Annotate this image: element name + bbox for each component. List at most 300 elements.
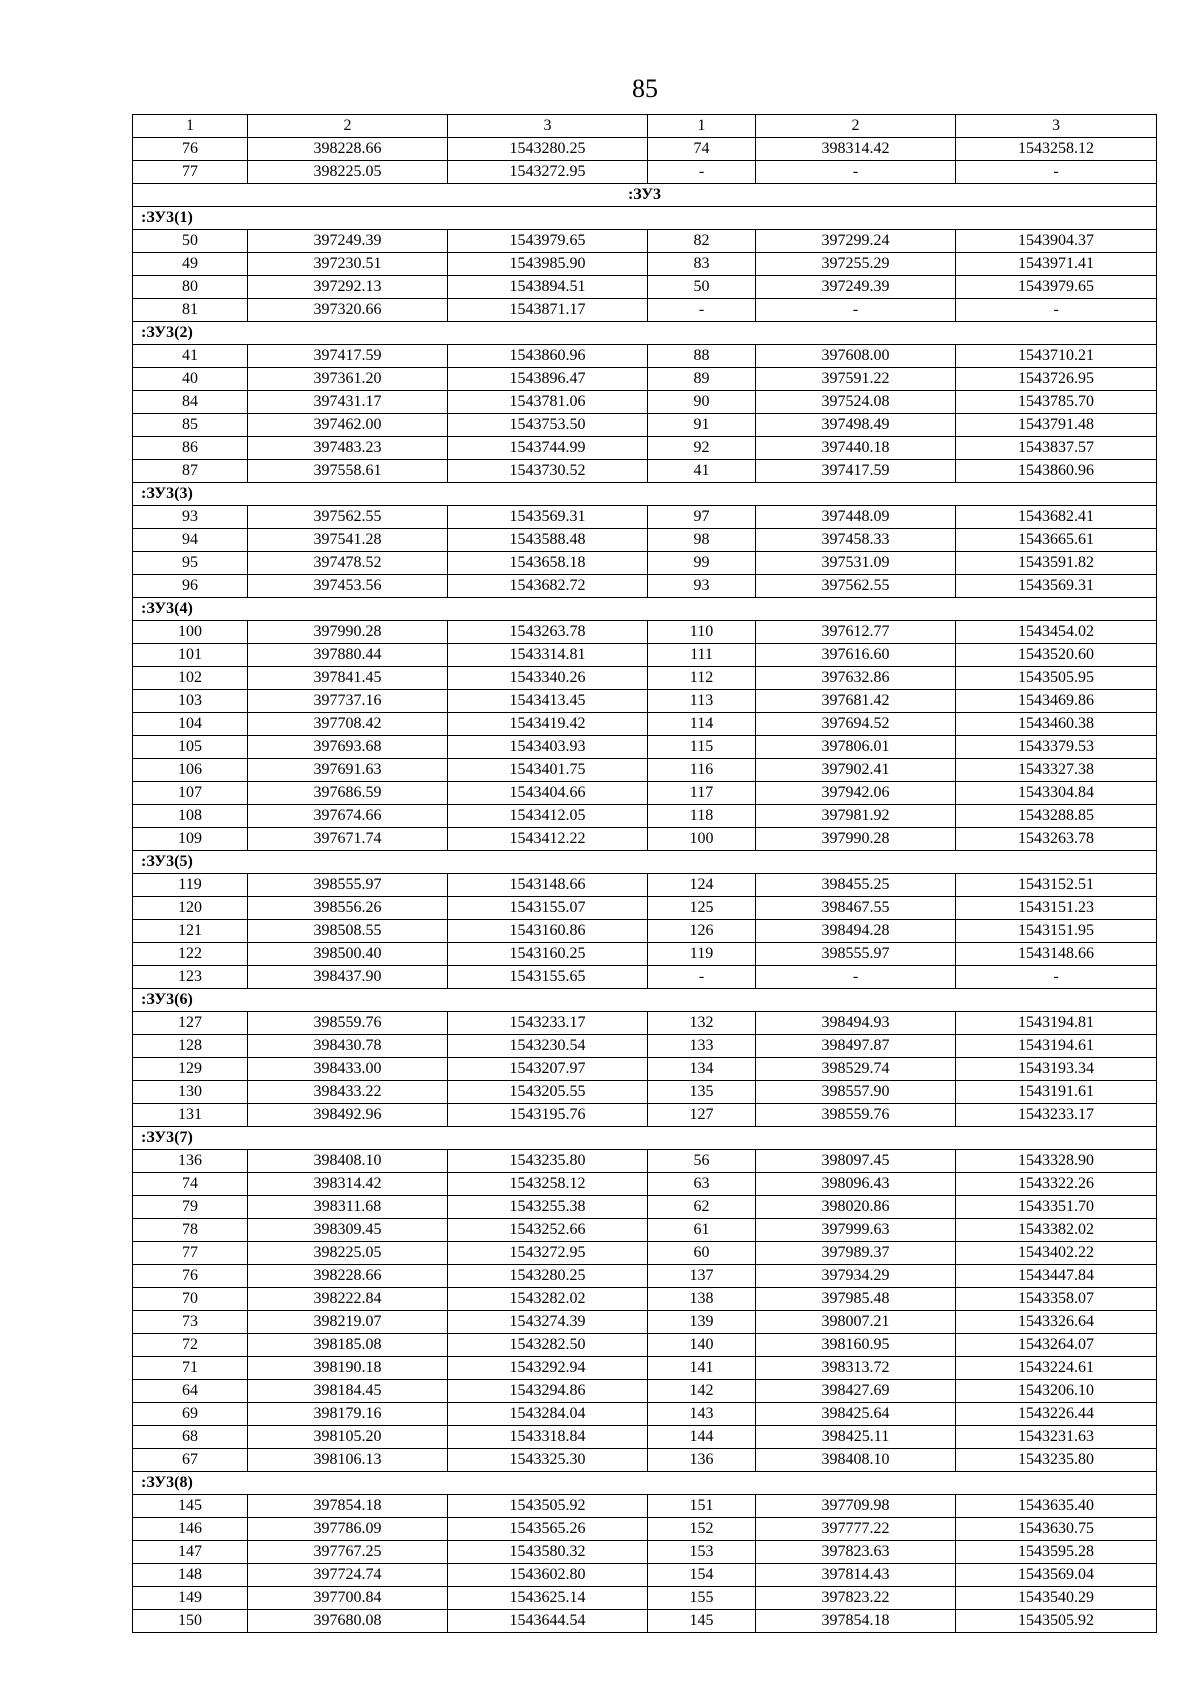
table-cell: 397320.66 — [248, 299, 448, 322]
table-row — [133, 1173, 1157, 1196]
table-cell: 112 — [648, 667, 756, 690]
table-cell: 1543152.51 — [956, 874, 1157, 897]
table-cell: 398184.45 — [248, 1380, 448, 1403]
table-cell: 71 — [133, 1357, 248, 1380]
section-title-row — [133, 851, 1157, 874]
table-row — [133, 1403, 1157, 1426]
table-row — [133, 874, 1157, 897]
table-cell: - — [956, 966, 1157, 989]
table-cell: 1543402.22 — [956, 1242, 1157, 1265]
table-cell: 397458.33 — [756, 529, 956, 552]
table-cell: 122 — [133, 943, 248, 966]
table-cell: 1543328.90 — [956, 1150, 1157, 1173]
table-cell: 398497.87 — [756, 1035, 956, 1058]
column-header: 1 — [648, 115, 756, 138]
table-cell: 398455.25 — [756, 874, 956, 897]
table-cell: 398437.90 — [248, 966, 448, 989]
table-row — [133, 1150, 1157, 1173]
table-row — [133, 966, 1157, 989]
column-header: 3 — [956, 115, 1157, 138]
table-cell: 100 — [133, 621, 248, 644]
table-row — [133, 391, 1157, 414]
table-cell: 1543327.38 — [956, 759, 1157, 782]
table-cell: 397786.09 — [248, 1518, 448, 1541]
table-row — [133, 1196, 1157, 1219]
table-row — [133, 897, 1157, 920]
table-cell: 397608.00 — [756, 345, 956, 368]
table-cell: 109 — [133, 828, 248, 851]
table-cell: 41 — [648, 460, 756, 483]
table-row — [133, 667, 1157, 690]
table-cell: 1543682.72 — [448, 575, 648, 598]
table-cell: 397292.13 — [248, 276, 448, 299]
table-cell: 1543206.10 — [956, 1380, 1157, 1403]
table-cell: 1543595.28 — [956, 1541, 1157, 1564]
table-cell: 398314.42 — [248, 1173, 448, 1196]
table-cell: 1543569.31 — [956, 575, 1157, 598]
table-cell: 397431.17 — [248, 391, 448, 414]
table-row — [133, 230, 1157, 253]
table-cell: 1543258.12 — [956, 138, 1157, 161]
table-cell: 397693.68 — [248, 736, 448, 759]
table-cell: 397674.66 — [248, 805, 448, 828]
table-row — [133, 299, 1157, 322]
table-row — [133, 736, 1157, 759]
table-cell: 398309.45 — [248, 1219, 448, 1242]
table-cell: 88 — [648, 345, 756, 368]
table-row — [133, 943, 1157, 966]
table-cell: 140 — [648, 1334, 756, 1357]
table-cell: 127 — [648, 1104, 756, 1127]
section-title-row — [133, 207, 1157, 230]
table-cell: 1543255.38 — [448, 1196, 648, 1219]
column-header: 1 — [133, 115, 248, 138]
table-cell: 1543322.26 — [956, 1173, 1157, 1196]
group-banner: :ЗУ3 — [133, 184, 1157, 207]
table-row — [133, 759, 1157, 782]
table-row — [133, 1035, 1157, 1058]
table-cell: 397616.60 — [756, 644, 956, 667]
table-cell: 1543282.02 — [448, 1288, 648, 1311]
table-cell: 1543658.18 — [448, 552, 648, 575]
table-cell: 398228.66 — [248, 138, 448, 161]
table-cell: - — [648, 966, 756, 989]
table-cell: 398225.05 — [248, 1242, 448, 1265]
table-cell: 77 — [133, 161, 248, 184]
table-cell: 93 — [133, 506, 248, 529]
table-cell: 74 — [648, 138, 756, 161]
table-cell: 1543505.92 — [448, 1495, 648, 1518]
table-cell: 84 — [133, 391, 248, 414]
table-cell: 1543294.86 — [448, 1380, 648, 1403]
table-cell: 111 — [648, 644, 756, 667]
table-cell: 398492.96 — [248, 1104, 448, 1127]
table-cell: 397531.09 — [756, 552, 956, 575]
table-cell: 397299.24 — [756, 230, 956, 253]
table-cell: 76 — [133, 138, 248, 161]
section-title: :ЗУ3(4) — [133, 598, 1157, 621]
table-cell: 104 — [133, 713, 248, 736]
table-cell: 398430.78 — [248, 1035, 448, 1058]
table-cell: 1543469.86 — [956, 690, 1157, 713]
table-cell: 398228.66 — [248, 1265, 448, 1288]
table-row — [133, 1564, 1157, 1587]
table-cell: 397823.63 — [756, 1541, 956, 1564]
table-cell: 126 — [648, 920, 756, 943]
table-cell: 92 — [648, 437, 756, 460]
table-cell: 397462.00 — [248, 414, 448, 437]
table-cell: 397934.29 — [756, 1265, 956, 1288]
table-cell: 127 — [133, 1012, 248, 1035]
table-cell: 87 — [133, 460, 248, 483]
table-cell: 398494.28 — [756, 920, 956, 943]
table-cell: 1543304.84 — [956, 782, 1157, 805]
table-cell: 397453.56 — [248, 575, 448, 598]
table-cell: 397632.86 — [756, 667, 956, 690]
table-cell: 1543447.84 — [956, 1265, 1157, 1288]
table-cell: 1543151.95 — [956, 920, 1157, 943]
table-cell: 397562.55 — [248, 506, 448, 529]
table-cell: 103 — [133, 690, 248, 713]
table-cell: 1543894.51 — [448, 276, 648, 299]
table-row — [133, 805, 1157, 828]
table-cell: 1543282.50 — [448, 1334, 648, 1357]
table-cell: 155 — [648, 1587, 756, 1610]
table-cell: 397985.48 — [756, 1288, 956, 1311]
table-cell: 1543272.95 — [448, 161, 648, 184]
table-cell: 142 — [648, 1380, 756, 1403]
table-cell: 82 — [648, 230, 756, 253]
table-cell: 1543540.29 — [956, 1587, 1157, 1610]
table-cell: 398559.76 — [756, 1104, 956, 1127]
table-cell: 1543979.65 — [448, 230, 648, 253]
table-cell: 398096.43 — [756, 1173, 956, 1196]
table-cell: 1543160.25 — [448, 943, 648, 966]
table-cell: 114 — [648, 713, 756, 736]
table-cell: 108 — [133, 805, 248, 828]
table-row — [133, 1265, 1157, 1288]
table-cell: 398185.08 — [248, 1334, 448, 1357]
table-cell: 398433.22 — [248, 1081, 448, 1104]
table-cell: - — [756, 966, 956, 989]
table-cell: 398179.16 — [248, 1403, 448, 1426]
table-cell: 154 — [648, 1564, 756, 1587]
table-cell: 1543781.06 — [448, 391, 648, 414]
table-cell: 397612.77 — [756, 621, 956, 644]
table-cell: 1543195.76 — [448, 1104, 648, 1127]
table-row — [133, 529, 1157, 552]
table-cell: 67 — [133, 1449, 248, 1472]
table-cell: 397880.44 — [248, 644, 448, 667]
table-cell: 1543682.41 — [956, 506, 1157, 529]
table-cell: 398433.00 — [248, 1058, 448, 1081]
table-cell: 95 — [133, 552, 248, 575]
table-cell: - — [956, 299, 1157, 322]
table-cell: 130 — [133, 1081, 248, 1104]
table-cell: 63 — [648, 1173, 756, 1196]
table-cell: 1543288.85 — [956, 805, 1157, 828]
table-cell: 397361.20 — [248, 368, 448, 391]
table-cell: 397680.08 — [248, 1610, 448, 1633]
table-row — [133, 782, 1157, 805]
table-cell: 136 — [648, 1449, 756, 1472]
table-cell: 1543665.61 — [956, 529, 1157, 552]
table-cell: 397498.49 — [756, 414, 956, 437]
table-row — [133, 1311, 1157, 1334]
table-cell: 397854.18 — [248, 1495, 448, 1518]
table-row — [133, 621, 1157, 644]
table-cell: 106 — [133, 759, 248, 782]
section-title-row — [133, 1472, 1157, 1495]
section-title: :ЗУ3(8) — [133, 1472, 1157, 1495]
table-cell: 1543403.93 — [448, 736, 648, 759]
table-cell: 398007.21 — [756, 1311, 956, 1334]
table-cell: 78 — [133, 1219, 248, 1242]
table-cell: 1543264.07 — [956, 1334, 1157, 1357]
table-cell: 397230.51 — [248, 253, 448, 276]
table-row — [133, 460, 1157, 483]
table-cell: 1543710.21 — [956, 345, 1157, 368]
table-row — [133, 713, 1157, 736]
table-cell: 398559.76 — [248, 1012, 448, 1035]
table-cell: 1543401.75 — [448, 759, 648, 782]
table-cell: 398225.05 — [248, 161, 448, 184]
table-row — [133, 828, 1157, 851]
table-row — [133, 1104, 1157, 1127]
section-title-row — [133, 598, 1157, 621]
table-cell: 398408.10 — [248, 1150, 448, 1173]
table-cell: 397591.22 — [756, 368, 956, 391]
table-cell: 1543630.75 — [956, 1518, 1157, 1541]
table-cell: 398408.10 — [756, 1449, 956, 1472]
table-cell: 397708.42 — [248, 713, 448, 736]
table-cell: 1543837.57 — [956, 437, 1157, 460]
table-cell: 397823.22 — [756, 1587, 956, 1610]
table-cell: 398097.45 — [756, 1150, 956, 1173]
table-cell: 398467.55 — [756, 897, 956, 920]
section-title-row — [133, 989, 1157, 1012]
table-row — [133, 1334, 1157, 1357]
table-cell: 398556.26 — [248, 897, 448, 920]
table-cell: 1543207.97 — [448, 1058, 648, 1081]
coordinates-table — [132, 114, 1157, 1633]
table-cell: 50 — [648, 276, 756, 299]
table-cell: 397249.39 — [756, 276, 956, 299]
table-cell: 398020.86 — [756, 1196, 956, 1219]
table-cell: 1543258.12 — [448, 1173, 648, 1196]
table-cell: 139 — [648, 1311, 756, 1334]
table-cell: 1543505.92 — [956, 1610, 1157, 1633]
table-cell: 141 — [648, 1357, 756, 1380]
table-cell: 398425.11 — [756, 1426, 956, 1449]
table-cell: 41 — [133, 345, 248, 368]
section-title: :ЗУ3(7) — [133, 1127, 1157, 1150]
table-row — [133, 437, 1157, 460]
table-row — [133, 1380, 1157, 1403]
table-cell: 1543644.54 — [448, 1610, 648, 1633]
table-cell: 74 — [133, 1173, 248, 1196]
table-row — [133, 1587, 1157, 1610]
table-cell: 397440.18 — [756, 437, 956, 460]
table-cell: 1543860.96 — [956, 460, 1157, 483]
table-cell: 50 — [133, 230, 248, 253]
table-cell: 147 — [133, 1541, 248, 1564]
table-cell: 94 — [133, 529, 248, 552]
table-cell: 151 — [648, 1495, 756, 1518]
table-cell: 1543569.31 — [448, 506, 648, 529]
table-row — [133, 1610, 1157, 1633]
table-cell: 149 — [133, 1587, 248, 1610]
table-cell: 397990.28 — [756, 828, 956, 851]
column-header: 3 — [448, 115, 648, 138]
table-cell: 1543194.81 — [956, 1012, 1157, 1035]
table-cell: 397417.59 — [756, 460, 956, 483]
table-cell: 1543280.25 — [448, 138, 648, 161]
table-cell: 1543602.80 — [448, 1564, 648, 1587]
table-cell: 397686.59 — [248, 782, 448, 805]
table-cell: 397483.23 — [248, 437, 448, 460]
table-cell: 397541.28 — [248, 529, 448, 552]
table-cell: 79 — [133, 1196, 248, 1219]
table-cell: 83 — [648, 253, 756, 276]
table-cell: 398222.84 — [248, 1288, 448, 1311]
table-cell: 145 — [648, 1610, 756, 1633]
table-cell: 1543785.70 — [956, 391, 1157, 414]
table-cell: 60 — [648, 1242, 756, 1265]
table-cell: 72 — [133, 1334, 248, 1357]
table-cell: 1543193.34 — [956, 1058, 1157, 1081]
table-cell: 89 — [648, 368, 756, 391]
table-row — [133, 1012, 1157, 1035]
table-cell: 146 — [133, 1518, 248, 1541]
table-cell: 1543985.90 — [448, 253, 648, 276]
table-cell: 397724.74 — [248, 1564, 448, 1587]
table-cell: 40 — [133, 368, 248, 391]
table-cell: 1543382.02 — [956, 1219, 1157, 1242]
table-cell: 138 — [648, 1288, 756, 1311]
table-cell: 128 — [133, 1035, 248, 1058]
table-cell: 1543194.61 — [956, 1035, 1157, 1058]
table-cell: 1543326.64 — [956, 1311, 1157, 1334]
table-cell: 397694.52 — [756, 713, 956, 736]
table-cell: 1543726.95 — [956, 368, 1157, 391]
table-cell: 98 — [648, 529, 756, 552]
table-row — [133, 1288, 1157, 1311]
table-cell: 80 — [133, 276, 248, 299]
table-row — [133, 1081, 1157, 1104]
table-cell: 1543565.26 — [448, 1518, 648, 1541]
table-cell: 102 — [133, 667, 248, 690]
table-cell: 397691.63 — [248, 759, 448, 782]
table-cell: 398500.40 — [248, 943, 448, 966]
table-row — [133, 1449, 1157, 1472]
table-cell: 1543284.04 — [448, 1403, 648, 1426]
table-cell: 86 — [133, 437, 248, 460]
table-cell: 397806.01 — [756, 736, 956, 759]
table-cell: 397942.06 — [756, 782, 956, 805]
table-cell: 120 — [133, 897, 248, 920]
table-cell: 397255.29 — [756, 253, 956, 276]
table-cell: 99 — [648, 552, 756, 575]
table-cell: 1543588.48 — [448, 529, 648, 552]
table-row — [133, 276, 1157, 299]
table-cell: - — [648, 161, 756, 184]
table-cell: 1543625.14 — [448, 1587, 648, 1610]
table-cell: 148 — [133, 1564, 248, 1587]
section-title: :ЗУ3(1) — [133, 207, 1157, 230]
page-number: 85 — [632, 74, 658, 103]
table-row — [133, 1426, 1157, 1449]
table-row — [133, 253, 1157, 276]
table-cell: 117 — [648, 782, 756, 805]
table-cell: 1543314.81 — [448, 644, 648, 667]
table-row — [133, 506, 1157, 529]
column-header: 2 — [248, 115, 448, 138]
table-cell: 397417.59 — [248, 345, 448, 368]
coordinates-table-body — [133, 115, 1157, 1633]
table-cell: 70 — [133, 1288, 248, 1311]
table-cell: 77 — [133, 1242, 248, 1265]
table-cell: 397700.84 — [248, 1587, 448, 1610]
table-cell: 1543753.50 — [448, 414, 648, 437]
table-row — [133, 644, 1157, 667]
table-cell: 1543325.30 — [448, 1449, 648, 1472]
table-cell: 1543226.44 — [956, 1403, 1157, 1426]
table-cell: 1543520.60 — [956, 644, 1157, 667]
section-title: :ЗУ3(3) — [133, 483, 1157, 506]
table-cell: 1543231.63 — [956, 1426, 1157, 1449]
table-cell: 1543979.65 — [956, 276, 1157, 299]
column-header: 2 — [756, 115, 956, 138]
table-cell: 61 — [648, 1219, 756, 1242]
table-cell: 1543460.38 — [956, 713, 1157, 736]
table-cell: 398219.07 — [248, 1311, 448, 1334]
table-cell: 397999.63 — [756, 1219, 956, 1242]
table-cell: 397249.39 — [248, 230, 448, 253]
table-cell: 397562.55 — [756, 575, 956, 598]
table-cell: 152 — [648, 1518, 756, 1541]
table-cell: 69 — [133, 1403, 248, 1426]
table-cell: 118 — [648, 805, 756, 828]
table-cell: 398555.97 — [756, 943, 956, 966]
table-cell: 105 — [133, 736, 248, 759]
table-cell: 90 — [648, 391, 756, 414]
table-cell: 132 — [648, 1012, 756, 1035]
table-cell: 1543155.07 — [448, 897, 648, 920]
table-cell: 1543235.80 — [956, 1449, 1157, 1472]
table-cell: 1543744.99 — [448, 437, 648, 460]
table-cell: 397767.25 — [248, 1541, 448, 1564]
table-cell: 1543505.95 — [956, 667, 1157, 690]
table-cell: 113 — [648, 690, 756, 713]
table-cell: 1543263.78 — [448, 621, 648, 644]
table-cell: 398311.68 — [248, 1196, 448, 1219]
table-cell: 1543233.17 — [448, 1012, 648, 1035]
table-cell: 397671.74 — [248, 828, 448, 851]
table-cell: 1543292.94 — [448, 1357, 648, 1380]
table-cell: 134 — [648, 1058, 756, 1081]
table-cell: 398105.20 — [248, 1426, 448, 1449]
table-cell: 1543340.26 — [448, 667, 648, 690]
table-cell: 76 — [133, 1265, 248, 1288]
group-banner-row — [133, 184, 1157, 207]
section-title: :ЗУ3(5) — [133, 851, 1157, 874]
table-row — [133, 690, 1157, 713]
table-row — [133, 920, 1157, 943]
table-cell: 124 — [648, 874, 756, 897]
table-cell: 397854.18 — [756, 1610, 956, 1633]
table-cell: 1543160.86 — [448, 920, 648, 943]
